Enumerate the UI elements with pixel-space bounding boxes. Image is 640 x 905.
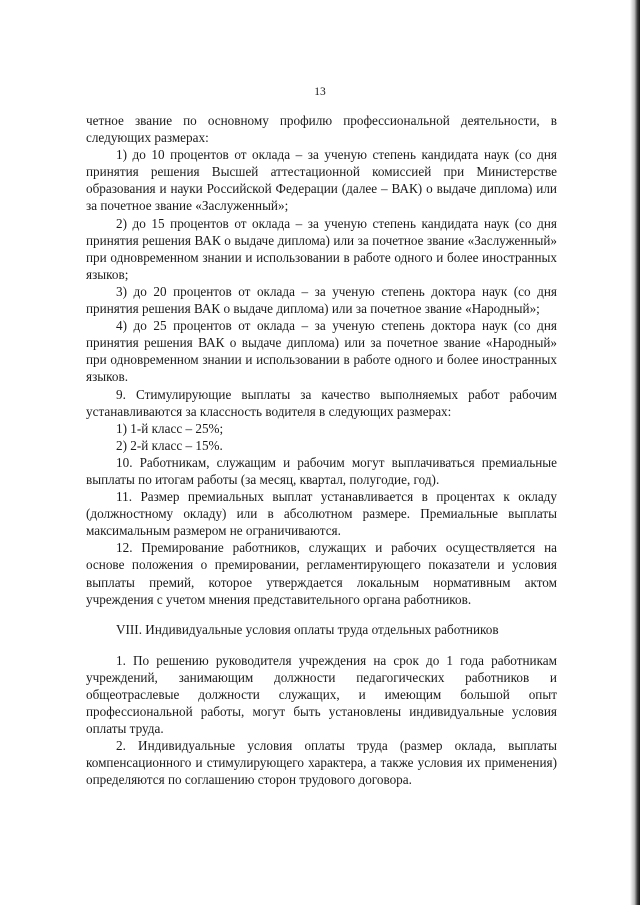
paragraph-class-2: 2) 2-й класс – 15%. [116, 437, 223, 453]
document-body [86, 112, 557, 789]
section-paragraph-2: 2. Индивидуальные условия оплаты труда (размер оклада, выплаты компенсационного и стимулирующего характера, а также условия их применения) определяются по соглашению сторон трудового договора. [86, 738, 557, 788]
paragraph-continuation: четное звание по основному профилю профессиональной деятельности, в следующих размерах: [86, 113, 557, 146]
paragraph-clause-10: 10. Работникам, служащим и рабочим могут выплачиваться премиальные выплаты по итогам работы (за месяц, квартал, полугодие, год). [86, 454, 557, 487]
section-paragraph-1: 1. По решению руководителя учреждения на срок до 1 года работникам учреждений, занимающим должности педагогических работников и общеотраслевые должности служащих, и имеющим большой опыт профессиональной работы, могут быть установлены индивидуальные условия оплаты труда. [86, 652, 557, 737]
paragraph-clause-12: 12. Премирование работников, служащих и рабочих осуществляется на основе положения о премировании, регламентирующего показатели и условия выплаты премий, которое утверждается локальным нормативным актом учреждения с учетом мнения представительного органа работников. [86, 540, 557, 607]
paragraph-clause-9: 9. Стимулирующие выплаты за качество выполняемых работ рабочим устанавливаются за классность водителя в следующих размерах: [86, 386, 557, 419]
paragraph-clause-11: 11. Размер премиальных выплат устанавливается в процентах к окладу (должностному окладу) или в абсолютном размере. Премиальные выплаты максимальным размером не ограничиваются. [86, 489, 557, 539]
page-number: 13 [314, 86, 326, 98]
paragraph-item-2: 2) до 15 процентов от оклада – за ученую степень кандидата наук (со дня принятия решения ВАК о выдаче диплома) или за почетное звание «Заслуженный» при одновременном знании и использовании в работе одного и более иностранных языков; [86, 215, 557, 282]
scan-edge-shadow [630, 0, 640, 905]
paragraph-item-1: 1) до 10 процентов от оклада – за ученую степень кандидата наук (со дня принятия решения Высшей аттестационной комиссией при Министерстве образования и науки Российской Федерации (далее – ВАК) о выдаче диплома) или за почетное звание «Заслуженный»; [86, 147, 557, 214]
paragraph-item-4: 4) до 25 процентов от оклада – за ученую степень доктора наук (со дня принятия решения ВАК о выдаче диплома) или за почетное звание «Народный» при одновременном знании и использовании в работе одного и более иностранных языков. [86, 318, 557, 385]
paragraph-class-1: 1) 1-й класс – 25%; [116, 420, 224, 436]
section-heading: VIII. Индивидуальные условия оплаты труда отдельных работников [116, 621, 499, 637]
paragraph-item-3: 3) до 20 процентов от оклада – за ученую степень доктора наук (со дня принятия решения ВАК о выдаче диплома) или за почетное звание «Народный»; [86, 283, 557, 317]
